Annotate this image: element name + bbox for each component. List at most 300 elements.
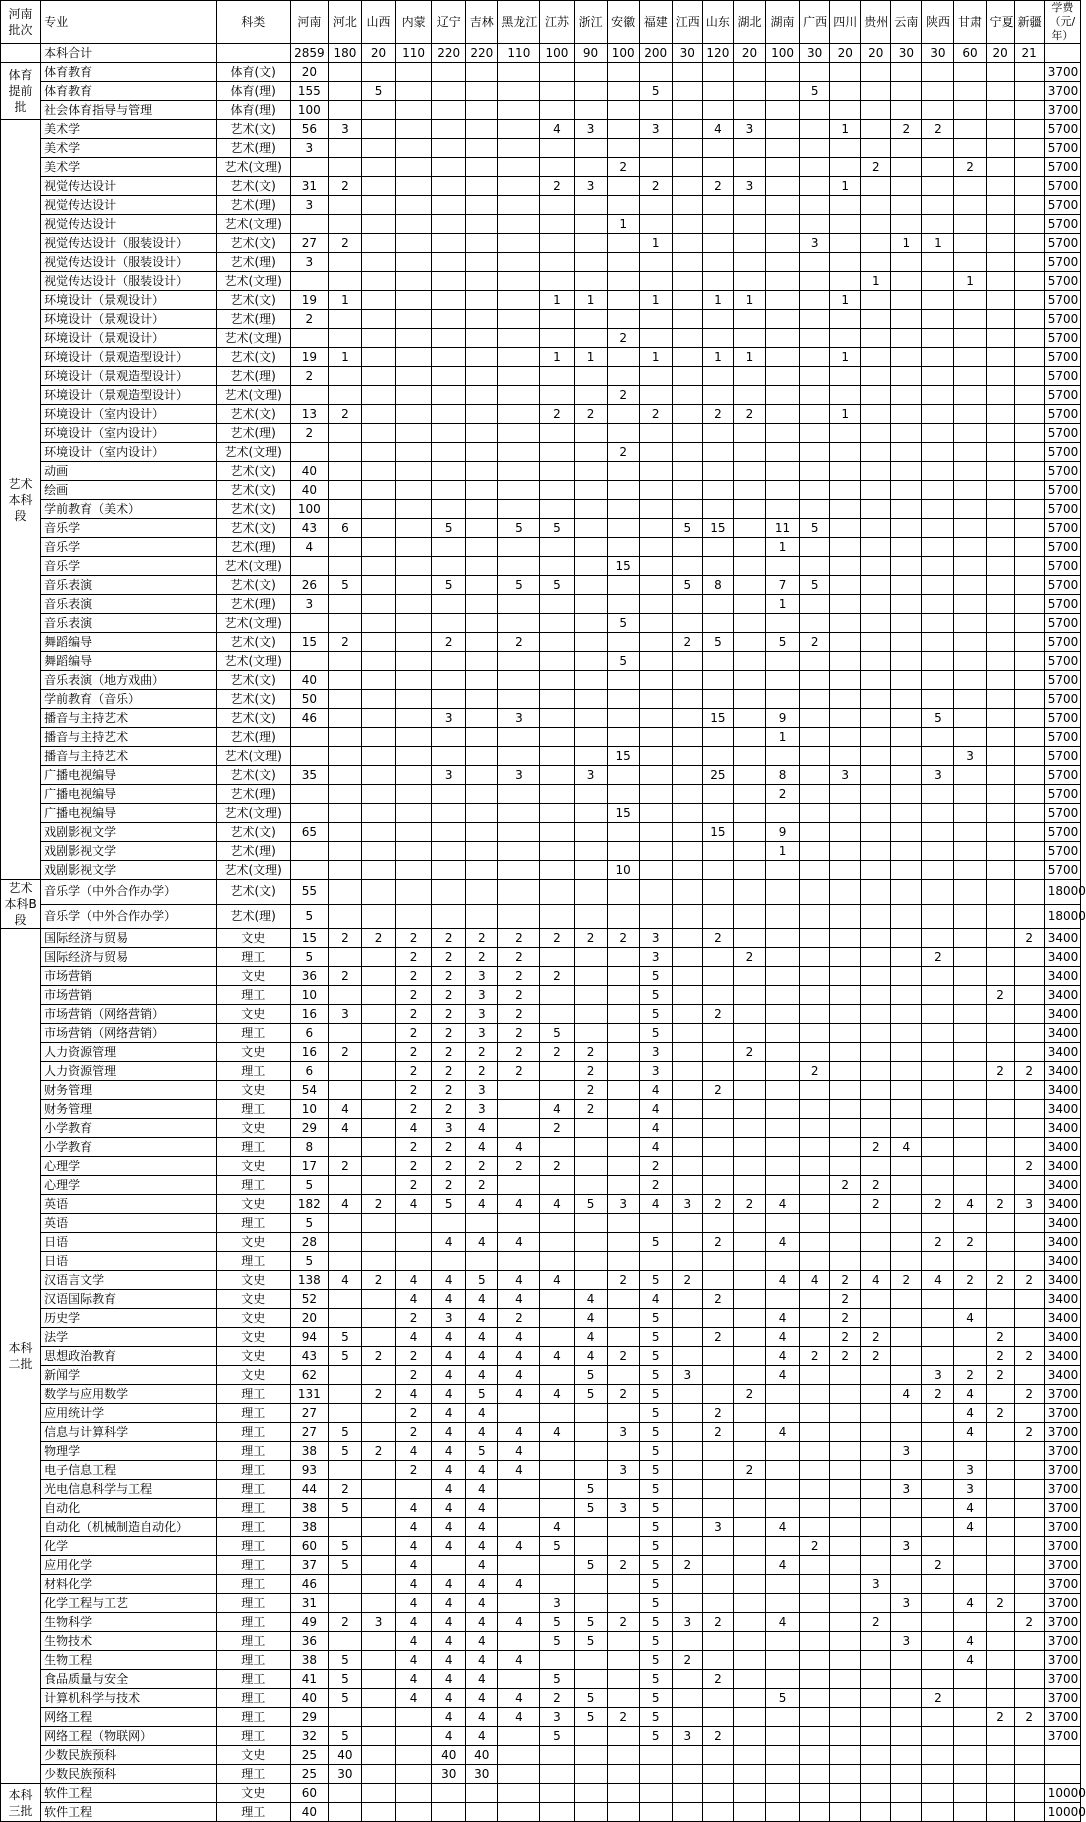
quota-cell: 2 (1014, 1347, 1044, 1366)
table-row (1, 880, 1081, 905)
quota-cell (830, 1252, 861, 1271)
quota-cell (702, 1803, 733, 1822)
quota-cell (861, 500, 891, 519)
quota-cell (498, 1746, 540, 1765)
quota-cell: 2 (432, 1157, 466, 1176)
quota-cell (574, 1005, 607, 1024)
quota-cell (922, 538, 954, 557)
quota-cell: 4 (396, 1271, 432, 1290)
quota-cell (639, 272, 672, 291)
quota-cell: 2 (432, 1081, 466, 1100)
major-cell: 汉语国际教育 (41, 1290, 216, 1309)
category-cell: 艺术(理) (216, 538, 290, 557)
quota-cell (922, 177, 954, 196)
quota-cell: 2 (396, 1461, 432, 1480)
quota-cell (830, 1062, 861, 1081)
quota-cell (954, 804, 986, 823)
quota-cell (1014, 405, 1044, 424)
quota-cell (954, 443, 986, 462)
quota-cell (766, 1499, 800, 1518)
quota-cell (540, 1442, 574, 1461)
quota-cell: 4 (466, 1480, 498, 1499)
quota-cell: 3 (733, 177, 765, 196)
quota-cell (800, 557, 830, 576)
quota-cell: 2 (733, 1043, 765, 1062)
category-cell: 艺术(文) (216, 348, 290, 367)
quota-cell (891, 842, 922, 861)
quota-cell (954, 1005, 986, 1024)
quota-cell (922, 986, 954, 1005)
major-cell: 自动化 (41, 1499, 216, 1518)
quota-cell (574, 986, 607, 1005)
quota-cell (432, 291, 466, 310)
quota-cell (466, 766, 498, 785)
quota-cell: 4 (432, 1594, 466, 1613)
quota-cell (574, 234, 607, 253)
quota-cell (432, 1214, 466, 1233)
quota-cell: 5 (639, 1385, 672, 1404)
quota-cell: 2 (830, 1328, 861, 1347)
quota-cell (733, 82, 765, 101)
quota-cell (498, 1670, 540, 1689)
quota-cell: 94 (290, 1328, 328, 1347)
quota-cell: 4 (396, 1575, 432, 1594)
fee-cell: 3400 (1044, 1271, 1080, 1290)
quota-cell: 9 (766, 709, 800, 728)
table-row (1, 1328, 1081, 1347)
quota-cell (766, 948, 800, 967)
quota-cell (361, 785, 395, 804)
quota-cell: 6 (328, 519, 361, 538)
quota-cell (432, 158, 466, 177)
quota-cell (702, 948, 733, 967)
quota-cell (607, 1784, 639, 1803)
quota-cell: 5 (639, 1005, 672, 1024)
quota-cell (432, 196, 466, 215)
quota-cell: 2 (733, 1461, 765, 1480)
quota-cell: 2 (986, 986, 1014, 1005)
quota-cell (498, 1480, 540, 1499)
quota-cell (607, 1442, 639, 1461)
quota-cell: 2 (861, 1613, 891, 1632)
quota-cell (328, 804, 361, 823)
quota-cell (466, 904, 498, 929)
quota-cell (361, 1518, 395, 1537)
category-cell: 艺术(理) (216, 842, 290, 861)
quota-cell (861, 1309, 891, 1328)
quota-cell (954, 101, 986, 120)
quota-cell: 4 (290, 538, 328, 557)
quota-cell: 5 (639, 1423, 672, 1442)
quota-cell (498, 139, 540, 158)
fee-cell: 3400 (1044, 1119, 1080, 1138)
quota-cell (432, 747, 466, 766)
quota-cell (672, 1632, 702, 1651)
quota-cell (954, 196, 986, 215)
quota-cell (800, 367, 830, 386)
header-province: 广西 (800, 1, 830, 44)
quota-cell (954, 1556, 986, 1575)
quota-cell (922, 880, 954, 905)
quota-cell (328, 367, 361, 386)
quota-cell (328, 1632, 361, 1651)
category-cell: 理工 (216, 948, 290, 967)
major-cell: 播音与主持艺术 (41, 728, 216, 747)
quota-cell (396, 747, 432, 766)
quota-cell (607, 823, 639, 842)
quota-cell (702, 1214, 733, 1233)
quota-cell (432, 310, 466, 329)
quota-cell (328, 1575, 361, 1594)
quota-cell (328, 690, 361, 709)
quota-cell (498, 82, 540, 101)
quota-cell: 93 (290, 1461, 328, 1480)
quota-cell: 30 (432, 1765, 466, 1784)
quota-cell (466, 500, 498, 519)
quota-cell (922, 291, 954, 310)
major-cell: 视觉传达设计 (41, 215, 216, 234)
quota-cell (733, 1575, 765, 1594)
quota-cell (466, 291, 498, 310)
fee-cell: 5700 (1044, 633, 1080, 652)
header-province: 新疆 (1014, 1, 1044, 44)
quota-cell (861, 709, 891, 728)
quota-cell (800, 1423, 830, 1442)
quota-cell (986, 785, 1014, 804)
quota-cell (1014, 329, 1044, 348)
quota-cell (466, 785, 498, 804)
quota-cell (986, 576, 1014, 595)
total-value: 20 (861, 44, 891, 63)
quota-cell: 5 (328, 1537, 361, 1556)
quota-cell (607, 82, 639, 101)
quota-cell: 3 (466, 1100, 498, 1119)
quota-cell (1014, 747, 1044, 766)
quota-cell (891, 861, 922, 880)
category-cell: 理工 (216, 1252, 290, 1271)
quota-cell: 4 (432, 1233, 466, 1252)
quota-cell: 4 (466, 1727, 498, 1746)
quota-cell: 4 (498, 1651, 540, 1670)
quota-cell (498, 1081, 540, 1100)
quota-cell (639, 158, 672, 177)
fee-cell: 5700 (1044, 538, 1080, 557)
table-row (1, 1594, 1081, 1613)
quota-cell: 15 (290, 633, 328, 652)
quota-cell (922, 1328, 954, 1347)
quota-cell (361, 253, 395, 272)
quota-cell (498, 253, 540, 272)
quota-cell (922, 329, 954, 348)
quota-cell: 2 (540, 1689, 574, 1708)
quota-cell: 4 (766, 1366, 800, 1385)
quota-cell (466, 538, 498, 557)
quota-cell (830, 1404, 861, 1423)
quota-cell (954, 1537, 986, 1556)
quota-cell (607, 1651, 639, 1670)
quota-cell: 2 (922, 1233, 954, 1252)
quota-cell (1014, 576, 1044, 595)
quota-cell (574, 1537, 607, 1556)
quota-cell (672, 500, 702, 519)
quota-cell: 2 (498, 929, 540, 948)
quota-cell (800, 785, 830, 804)
quota-cell (328, 842, 361, 861)
category-cell: 文史 (216, 1271, 290, 1290)
quota-cell (861, 1727, 891, 1746)
category-cell: 理工 (216, 986, 290, 1005)
quota-cell (361, 709, 395, 728)
quota-cell (800, 1670, 830, 1689)
category-cell: 艺术(文) (216, 177, 290, 196)
fee-cell: 5700 (1044, 766, 1080, 785)
quota-cell (1014, 462, 1044, 481)
quota-cell (986, 1138, 1014, 1157)
quota-cell (672, 728, 702, 747)
quota-cell (800, 1708, 830, 1727)
quota-cell (328, 861, 361, 880)
quota-cell (922, 671, 954, 690)
quota-cell (607, 139, 639, 158)
quota-cell: 2 (290, 367, 328, 386)
quota-cell (986, 671, 1014, 690)
category-cell: 艺术(文理) (216, 386, 290, 405)
quota-cell (639, 215, 672, 234)
quota-cell: 2 (361, 1442, 395, 1461)
quota-cell (574, 614, 607, 633)
quota-cell (733, 1309, 765, 1328)
total-value: 30 (891, 44, 922, 63)
quota-cell (891, 63, 922, 82)
quota-cell (766, 500, 800, 519)
quota-cell (466, 443, 498, 462)
major-cell: 生物技术 (41, 1632, 216, 1651)
quota-cell (1014, 948, 1044, 967)
quota-cell: 4 (498, 1461, 540, 1480)
quota-cell (986, 500, 1014, 519)
quota-cell (800, 462, 830, 481)
quota-cell: 2 (607, 1613, 639, 1632)
quota-cell: 2 (432, 633, 466, 652)
quota-cell (954, 1746, 986, 1765)
quota-cell (466, 652, 498, 671)
quota-cell (891, 633, 922, 652)
quota-cell (830, 709, 861, 728)
quota-cell: 54 (290, 1081, 328, 1100)
quota-cell (396, 728, 432, 747)
quota-cell (672, 652, 702, 671)
total-value: 220 (432, 44, 466, 63)
quota-cell (986, 1651, 1014, 1670)
quota-cell (432, 904, 466, 929)
quota-cell (733, 1081, 765, 1100)
quota-cell: 2 (432, 1062, 466, 1081)
quota-cell (861, 367, 891, 386)
quota-cell (361, 1119, 395, 1138)
quota-cell (432, 101, 466, 120)
quota-cell (702, 842, 733, 861)
fee-cell: 10000 (1044, 1784, 1080, 1803)
quota-cell (607, 1366, 639, 1385)
quota-cell (800, 1252, 830, 1271)
quota-cell: 2 (432, 1005, 466, 1024)
quota-cell (733, 1442, 765, 1461)
quota-cell (766, 1119, 800, 1138)
quota-cell: 2 (466, 1176, 498, 1195)
quota-cell: 43 (290, 1347, 328, 1366)
quota-cell (672, 785, 702, 804)
quota-cell (986, 880, 1014, 905)
category-cell: 艺术(理) (216, 196, 290, 215)
quota-cell (830, 1119, 861, 1138)
quota-cell (702, 1157, 733, 1176)
quota-cell (498, 538, 540, 557)
quota-cell: 100 (290, 101, 328, 120)
quota-cell (607, 519, 639, 538)
quota-cell (766, 348, 800, 367)
quota-cell (540, 1214, 574, 1233)
quota-cell: 7 (766, 576, 800, 595)
quota-cell (891, 1043, 922, 1062)
quota-cell: 10 (290, 1100, 328, 1119)
quota-cell (702, 986, 733, 1005)
quota-cell (800, 823, 830, 842)
quota-cell (954, 1290, 986, 1309)
quota-cell (702, 557, 733, 576)
quota-cell (954, 904, 986, 929)
fee-cell: 5700 (1044, 671, 1080, 690)
major-cell: 音乐学 (41, 519, 216, 538)
quota-cell (986, 481, 1014, 500)
quota-cell (607, 481, 639, 500)
quota-cell (986, 1043, 1014, 1062)
quota-cell (766, 1727, 800, 1746)
quota-cell: 2 (607, 1385, 639, 1404)
quota-cell (891, 1328, 922, 1347)
category-cell: 文史 (216, 1309, 290, 1328)
quota-cell (540, 1404, 574, 1423)
quota-cell: 27 (290, 1404, 328, 1423)
quota-cell (830, 595, 861, 614)
fee-cell: 5700 (1044, 747, 1080, 766)
quota-cell: 3 (733, 120, 765, 139)
quota-cell (328, 880, 361, 905)
quota-cell (800, 986, 830, 1005)
quota-cell (861, 538, 891, 557)
major-cell: 网络工程（物联网） (41, 1727, 216, 1746)
quota-cell: 4 (432, 1499, 466, 1518)
quota-cell: 2 (922, 1689, 954, 1708)
quota-cell (361, 1252, 395, 1271)
quota-cell (1014, 1024, 1044, 1043)
major-cell: 戏剧影视文学 (41, 842, 216, 861)
fee-cell: 5700 (1044, 576, 1080, 595)
quota-cell: 2 (954, 1366, 986, 1385)
category-cell: 艺术(理) (216, 595, 290, 614)
quota-cell (861, 1290, 891, 1309)
fee-cell: 5700 (1044, 234, 1080, 253)
quota-cell: 4 (574, 1290, 607, 1309)
quota-cell: 2 (396, 948, 432, 967)
quota-cell: 2 (328, 234, 361, 253)
quota-cell (574, 519, 607, 538)
quota-cell (891, 1176, 922, 1195)
quota-cell: 2 (702, 1328, 733, 1347)
quota-cell (540, 196, 574, 215)
quota-cell: 2 (1014, 1062, 1044, 1081)
quota-cell (733, 1366, 765, 1385)
quota-cell (702, 671, 733, 690)
quota-cell (672, 1784, 702, 1803)
quota-cell (733, 500, 765, 519)
quota-cell: 4 (540, 1385, 574, 1404)
quota-cell (702, 1366, 733, 1385)
major-cell: 广播电视编导 (41, 804, 216, 823)
quota-cell (328, 538, 361, 557)
fee-cell: 5700 (1044, 652, 1080, 671)
fee-cell: 5700 (1044, 405, 1080, 424)
category-cell: 理工 (216, 1499, 290, 1518)
total-value: 30 (922, 44, 954, 63)
quota-cell (396, 1765, 432, 1784)
quota-cell (891, 614, 922, 633)
quota-cell (432, 367, 466, 386)
quota-cell: 4 (328, 1271, 361, 1290)
quota-cell (954, 139, 986, 158)
major-cell: 视觉传达设计（服装设计） (41, 253, 216, 272)
category-cell: 理工 (216, 1537, 290, 1556)
quota-cell: 5 (639, 1708, 672, 1727)
quota-cell (954, 1119, 986, 1138)
quota-cell: 6 (290, 1024, 328, 1043)
quota-cell: 3 (891, 1537, 922, 1556)
quota-cell (954, 500, 986, 519)
quota-cell (922, 481, 954, 500)
fee-cell: 3700 (1044, 1537, 1080, 1556)
quota-cell (861, 405, 891, 424)
table-row (1, 1746, 1081, 1765)
quota-cell (922, 1252, 954, 1271)
table-row (1, 1233, 1081, 1252)
quota-cell (639, 139, 672, 158)
quota-cell (432, 1803, 466, 1822)
quota-cell (672, 234, 702, 253)
quota-cell (361, 291, 395, 310)
quota-cell (861, 1100, 891, 1119)
quota-cell: 4 (466, 1594, 498, 1613)
quota-cell (574, 82, 607, 101)
quota-cell: 2 (607, 329, 639, 348)
quota-cell (954, 1575, 986, 1594)
quota-cell (498, 1252, 540, 1271)
quota-cell: 16 (290, 1043, 328, 1062)
quota-cell (466, 405, 498, 424)
quota-cell: 5 (540, 1613, 574, 1632)
table-row (1, 1290, 1081, 1309)
quota-cell (672, 1176, 702, 1195)
quota-cell (891, 823, 922, 842)
quota-cell (540, 709, 574, 728)
quota-cell (830, 804, 861, 823)
quota-cell (672, 1689, 702, 1708)
header-province: 黑龙江 (498, 1, 540, 44)
quota-cell (830, 652, 861, 671)
quota-cell: 4 (639, 1138, 672, 1157)
quota-cell (922, 1499, 954, 1518)
quota-cell (986, 823, 1014, 842)
quota-cell (800, 1233, 830, 1252)
category-cell: 艺术(理) (216, 253, 290, 272)
